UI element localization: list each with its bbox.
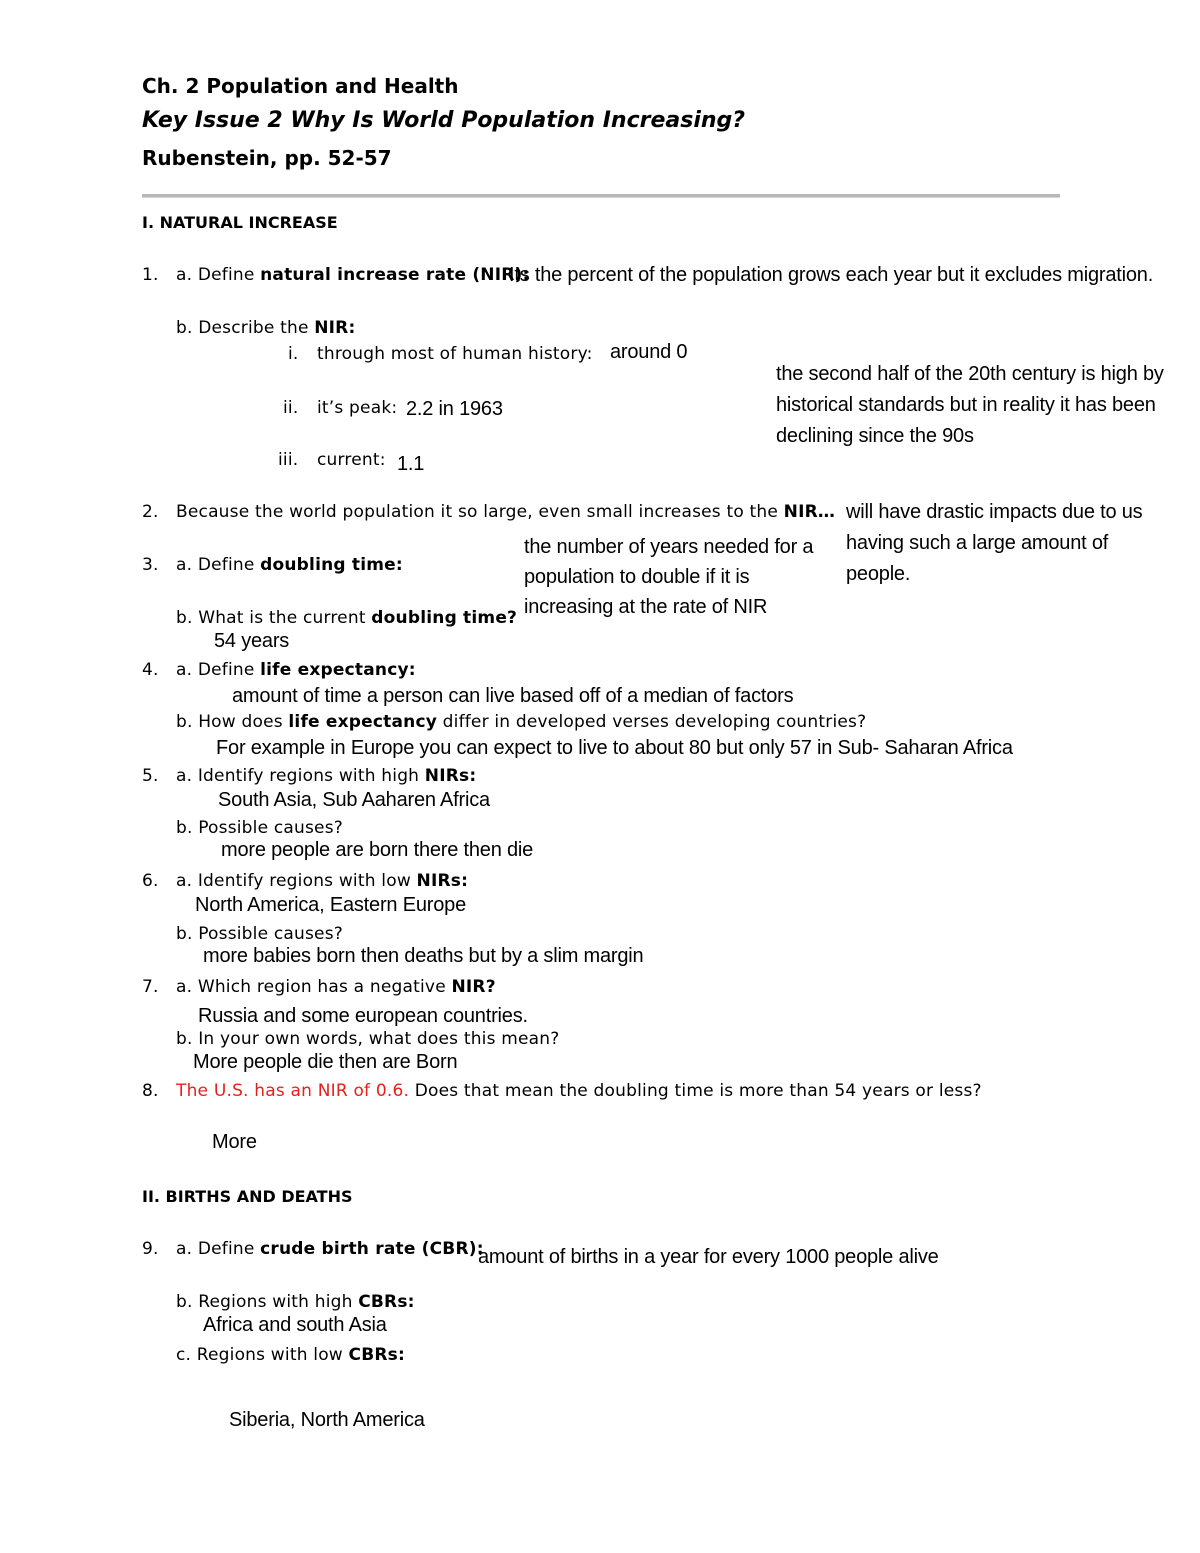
answer-7a: Russia and some european countries. bbox=[198, 1005, 528, 1027]
question-1b: b. Describe the NIR: bbox=[176, 318, 356, 338]
answer-1b-i: around 0 bbox=[610, 341, 688, 363]
document-source: Rubenstein, pp. 52-57 bbox=[142, 146, 392, 170]
answer-5b: more people are born there then die bbox=[221, 839, 534, 861]
answer-2: will have drastic impacts due to us having such a large amount of people. bbox=[846, 501, 1143, 585]
document-title: Ch. 2 Population and Health bbox=[142, 74, 459, 98]
question-number: 1. bbox=[142, 265, 159, 285]
question-number: 2. bbox=[142, 502, 159, 522]
question-3b: b. What is the current doubling time? bbox=[176, 608, 518, 628]
answer-1a: Its the percent of the population grows each year but it excludes migration. bbox=[509, 264, 1154, 286]
question-4a: a. Define life expectancy: bbox=[176, 660, 416, 680]
question-9b: b. Regions with high CBRs: bbox=[176, 1292, 415, 1312]
question-7a: a. Which region has a negative NIR? bbox=[176, 977, 496, 997]
answer-1b-iii: 1.1 bbox=[397, 453, 425, 475]
answer-9c: Siberia, North America bbox=[229, 1409, 425, 1431]
answer-9b: Africa and south Asia bbox=[203, 1314, 387, 1336]
question-5a: a. Identify regions with high NIRs: bbox=[176, 766, 477, 786]
answer-4a: amount of time a person can live based off of a median of factors bbox=[232, 685, 794, 707]
question-8: The U.S. has an NIR of 0.6. Does that mean the doubling time is more than 54 years or less? bbox=[176, 1081, 982, 1101]
question-9c: c. Regions with low CBRs: bbox=[176, 1345, 405, 1365]
answer-5a: South Asia, Sub Aaharen Africa bbox=[218, 789, 490, 811]
answer-3a: the number of years needed for a population to double if it is increasing at the rate of NIR bbox=[524, 536, 814, 618]
answer-7b: More people die then are Born bbox=[193, 1051, 458, 1073]
question-number: 3. bbox=[142, 555, 159, 575]
section-heading-births-and-deaths: II. BIRTHS AND DEATHS bbox=[142, 1187, 353, 1206]
roman-label-i: i. bbox=[288, 344, 299, 364]
answer-9a: amount of births in a year for every 1000 people alive bbox=[478, 1246, 939, 1268]
question-5b: b. Possible causes? bbox=[176, 818, 343, 838]
header-divider bbox=[142, 194, 1060, 198]
question-number: 4. bbox=[142, 660, 159, 680]
answer-6b: more babies born then deaths but by a slim margin bbox=[203, 945, 644, 967]
question-1b-i: through most of human history: bbox=[317, 344, 593, 364]
question-2: Because the world population it so large, even small increases to the NIR… bbox=[176, 502, 836, 522]
answer-4b: For example in Europe you can expect to live to about 80 but only 57 in Sub- Saharan Africa bbox=[216, 737, 1013, 759]
question-9a: a. Define crude birth rate (CBR): bbox=[176, 1239, 484, 1259]
question-number: 5. bbox=[142, 766, 159, 786]
question-number: 7. bbox=[142, 977, 159, 997]
question-7b: b. In your own words, what does this mean? bbox=[176, 1029, 560, 1049]
section-heading-natural-increase: I. NATURAL INCREASE bbox=[142, 213, 338, 232]
question-number: 6. bbox=[142, 871, 159, 891]
answer-8: More bbox=[212, 1131, 257, 1153]
answer-3b: 54 years bbox=[214, 630, 290, 652]
question-3a: a. Define doubling time: bbox=[176, 555, 403, 575]
question-number: 8. bbox=[142, 1081, 159, 1101]
answer-6a: North America, Eastern Europe bbox=[195, 894, 466, 916]
question-6b: b. Possible causes? bbox=[176, 924, 343, 944]
question-4b: b. How does life expectancy differ in developed verses developing countries? bbox=[176, 712, 867, 732]
roman-label-iii: iii. bbox=[278, 450, 299, 470]
question-1a: a. Define natural increase rate (NIR): bbox=[176, 265, 530, 285]
roman-label-ii: ii. bbox=[283, 398, 299, 418]
answer-1b-side-note: the second half of the 20th century is high by historical standards but in reality it has been declining since the 90s bbox=[776, 363, 1164, 447]
question-number: 9. bbox=[142, 1239, 159, 1259]
question-1b-ii: it’s peak: bbox=[317, 398, 398, 418]
question-1b-iii: current: bbox=[317, 450, 386, 470]
answer-1b-ii: 2.2 in 1963 bbox=[406, 398, 503, 420]
question-6a: a. Identify regions with low NIRs: bbox=[176, 871, 469, 891]
document-subtitle: Key Issue 2 Why Is World Population Increasing? bbox=[142, 108, 746, 133]
